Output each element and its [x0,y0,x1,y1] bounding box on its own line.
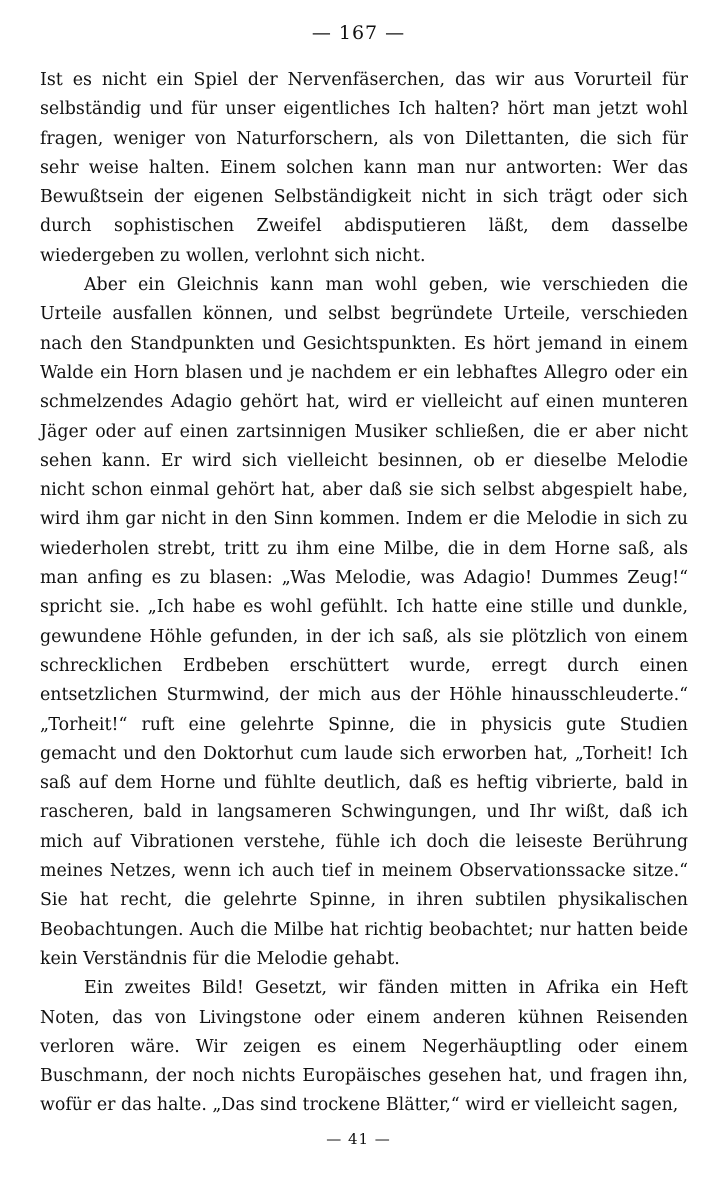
paragraph-2: Aber ein Gleichnis kann man wohl geben, wie verschieden die Urteile ausfallen können, und selbst begründete Urteile, verschieden nach den Standpunkten und Gesichtspunkten. Es hört jemand in einem Walde ein Horn blasen und je nachdem er ein lebhaftes Allegro oder ein schmelzendes Adagio gehört hat, wird er vielleicht auf einen munteren Jäger oder auf einen zartsinnigen Musiker schließen, die er aber nicht sehen kann. Er wird sich vielleicht besinnen, ob er dieselbe Melodie nicht schon einmal gehört hat, aber daß sie sich selbst abgespielt habe, wird ihm gar nicht in den Sinn kommen. Indem er die Melodie in sich zu wiederholen strebt, tritt zu ihm eine Milbe, die in dem Horne saß, als man anfing es zu blasen: „Was Melodie, was Adagio! Dummes Zeug!“ spricht sie. „Ich habe es wohl gefühlt. Ich hatte eine stille und dunkle, gewundene Höhle gefunden, in der ich saß, als sie plötzlich von einem schrecklichen Erdbeben erschüttert wurde, erregt durch einen entsetzlichen Sturmwind, der mich aus der Höhle hinausschleuderte.“ „Torheit!“ ruft eine gelehrte Spinne, die in physicis gute Studien gemacht und den Doktorhut cum laude sich erworben hat, „Torheit! Ich saß auf dem Horne und fühlte deutlich, daß es heftig vibrierte, bald in rascheren, bald in langsameren Schwingungen, und Ihr wißt, daß ich mich auf Vibrationen verstehe, fühle ich doch die leiseste Berührung meines Netzes, wenn ich auch tief in meinem Observationssacke sitze.“ Sie hat recht, die gelehrte Spinne, in ihren subtilen physikalischen Beobachtungen. Auch die Milbe hat richtig beobachtet; nur hatten beide kein Verständnis für die Melodie gehabt. [40,275,688,969]
paragraph-3: Ein zweites Bild! Gesetzt, wir fänden mitten in Afrika ein Heft Noten, das von Livingstone oder einem anderen kühnen Reisenden verloren wäre. Wir zeigen es einem Negerhäuptling oder einem Buschmann, der noch nichts Europäisches gesehen hat, und fragen ihn, wofür er das halte. „Das sind trockene Blätter,“ wird er vielleicht sagen, [40,978,688,1116]
paragraph-1: Ist es nicht ein Spiel der Nervenfäserchen, das wir aus Vorurteil für selbständig und für unser eigentliches Ich halten? hört man jetzt wohl fragen, weniger von Naturforschern, als von Dilettanten, die sich für sehr weise halten. Einem solchen kann man nur antworten: Wer das Bewußtsein der eigenen Selbständigkeit nicht in sich trägt oder sich durch sophistischen Zweifel abdisputieren läßt, dem dasselbe wiedergeben zu wollen, verlohnt sich nicht. [40,70,688,266]
page-number: — 167 — [311,22,406,44]
body-text [40,66,688,1121]
sheet-number: — 41 — [326,1130,391,1148]
